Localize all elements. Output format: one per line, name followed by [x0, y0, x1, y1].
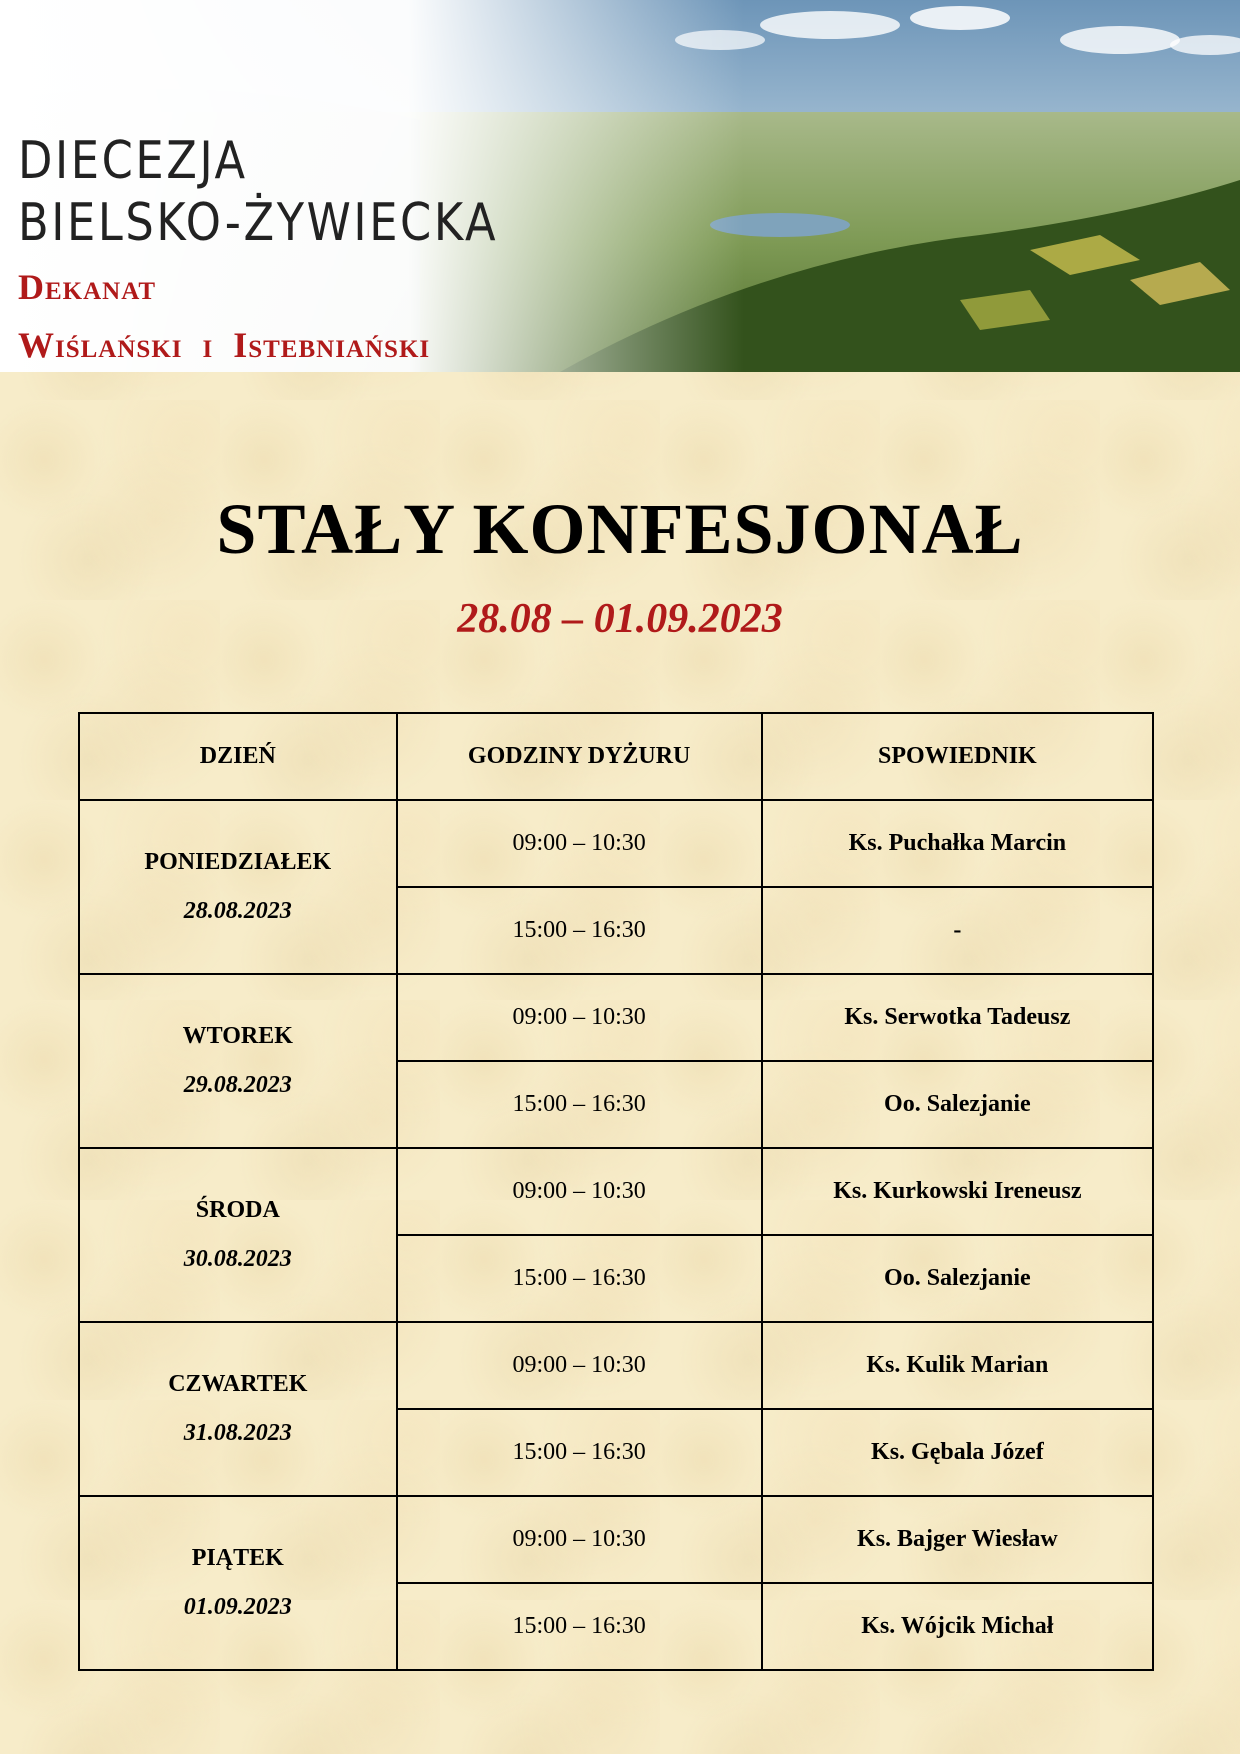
- diocese-line1: DIECEZJA: [18, 131, 248, 191]
- deanery-name: [18, 258, 430, 372]
- hours-cell: 09:00 – 10:30: [397, 1148, 762, 1235]
- day-cell: [79, 1496, 397, 1670]
- hours-cell: 15:00 – 16:30: [397, 1235, 762, 1322]
- header-banner: [0, 0, 1240, 372]
- header-hours: GODZINY DYŻURU: [397, 713, 762, 800]
- header-confessor: SPOWIEDNIK: [762, 713, 1153, 800]
- hours-cell: 09:00 – 10:30: [397, 974, 762, 1061]
- hours-cell: 09:00 – 10:30: [397, 1496, 762, 1583]
- confessor-cell: Ks. Gębala Józef: [762, 1409, 1153, 1496]
- diocese-logo: [18, 130, 498, 254]
- hours-cell: 09:00 – 10:30: [397, 1322, 762, 1409]
- day-name: PONIEDZIAŁEK: [144, 849, 332, 875]
- day-cell: [79, 1148, 397, 1322]
- schedule-table: [78, 712, 1154, 1671]
- confessor-cell: Ks. Kulik Marian: [762, 1322, 1153, 1409]
- day-name: PIĄTEK: [191, 1545, 284, 1571]
- day-date: 30.08.2023: [183, 1246, 292, 1272]
- day-date: 28.08.2023: [183, 898, 292, 924]
- day-date: 29.08.2023: [183, 1072, 292, 1098]
- day-date: 01.09.2023: [183, 1594, 292, 1620]
- confessor-cell: Ks. Kurkowski Ireneusz: [762, 1148, 1153, 1235]
- hours-cell: 15:00 – 16:30: [397, 1409, 762, 1496]
- confessor-cell: Ks. Puchałka Marcin: [762, 800, 1153, 887]
- day-cell: [79, 974, 397, 1148]
- day-date: 31.08.2023: [183, 1420, 292, 1446]
- confessor-cell: -: [762, 887, 1153, 974]
- deanery-line2: Wiślański i Istebniański: [18, 325, 431, 365]
- hours-cell: 15:00 – 16:30: [397, 1583, 762, 1670]
- table-row: [79, 1322, 1153, 1409]
- hours-cell: 15:00 – 16:30: [397, 1061, 762, 1148]
- table-row: [79, 974, 1153, 1061]
- day-cell: [79, 800, 397, 974]
- table-row: [79, 1496, 1153, 1583]
- table-row: [79, 800, 1153, 887]
- page-title: STAŁY KONFESJONAŁ: [216, 489, 1024, 569]
- day-cell: [79, 1322, 397, 1496]
- day-name: CZWARTEK: [168, 1371, 308, 1397]
- confessor-cell: Ks. Serwotka Tadeusz: [762, 974, 1153, 1061]
- table-row: [79, 1148, 1153, 1235]
- confessor-cell: Oo. Salezjanie: [762, 1061, 1153, 1148]
- hours-cell: 15:00 – 16:30: [397, 887, 762, 974]
- date-range: 28.08 – 01.09.2023: [457, 596, 783, 642]
- confessor-cell: Oo. Salezjanie: [762, 1235, 1153, 1322]
- table-header-row: [79, 713, 1153, 800]
- hours-cell: 09:00 – 10:30: [397, 800, 762, 887]
- header-day: DZIEŃ: [79, 713, 397, 800]
- confessor-cell: Ks. Wójcik Michał: [762, 1583, 1153, 1670]
- deanery-line1: Dekanat: [18, 267, 157, 307]
- diocese-line2: BIELSKO-ŻYWIECKA: [18, 193, 499, 253]
- confessor-cell: Ks. Bajger Wiesław: [762, 1496, 1153, 1583]
- day-name: ŚRODA: [195, 1197, 280, 1223]
- day-name: WTOREK: [182, 1023, 293, 1049]
